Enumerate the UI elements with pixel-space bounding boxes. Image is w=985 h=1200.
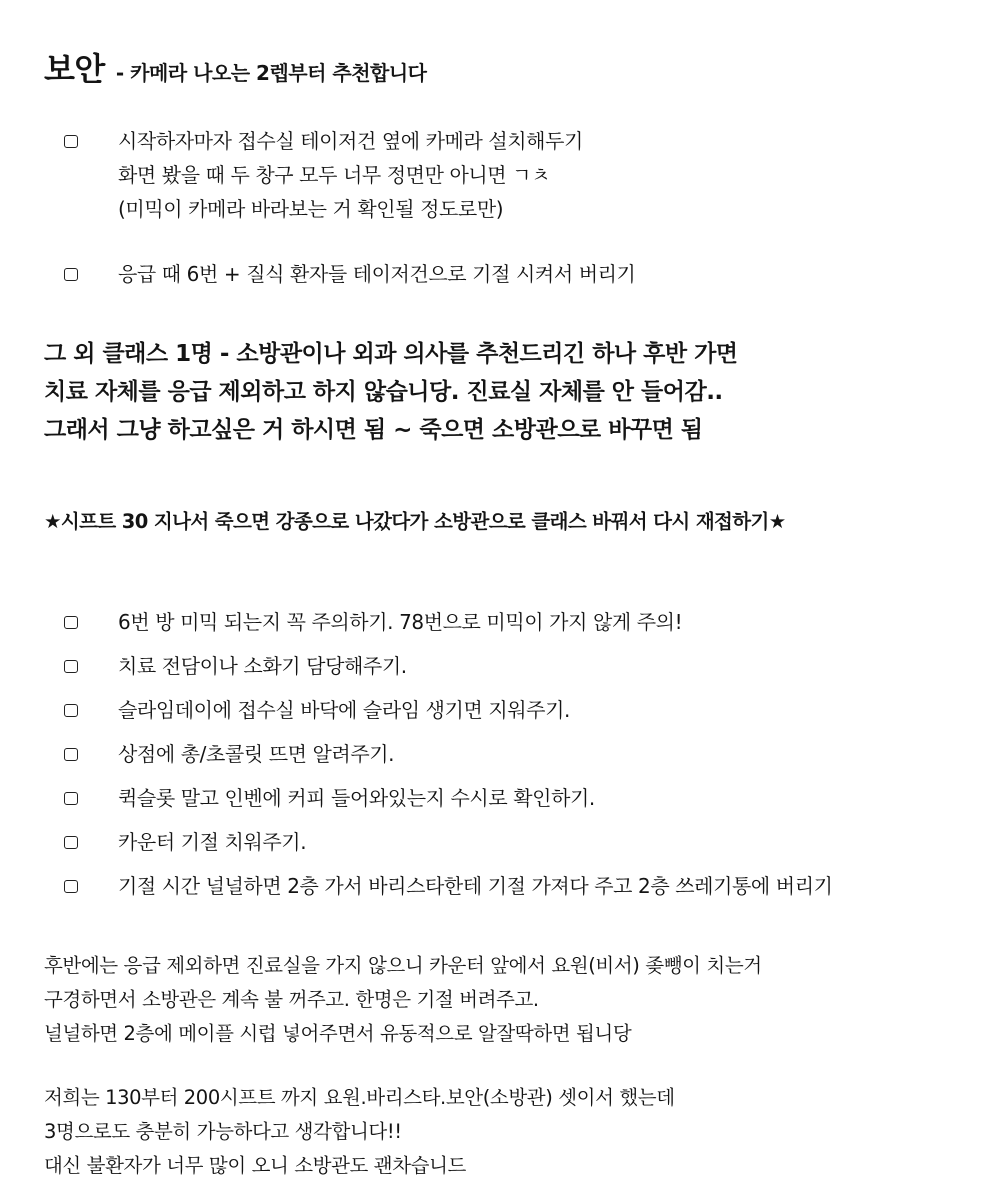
checklist-item-line: (미믹이 카메라 바라보는 거 확인될 정도로만) — [118, 197, 504, 221]
paragraph-line: 대신 불환자가 너무 많이 오니 소방관도 괜차습니드 — [44, 1154, 466, 1177]
checklist-item: 상점에 총/초콜릿 뜨면 알려주기. — [118, 742, 395, 766]
checklist-item: 6번 방 미믹 되는지 꼭 주의하기. 78번으로 미믹이 가지 않게 주의! — [118, 610, 683, 634]
paragraph-line: 널널하면 2층에 메이플 시럽 넣어주면서 유동적으로 알잘딱하면 됩니당 — [44, 1022, 632, 1045]
checkbox[interactable] — [64, 704, 78, 717]
checklist-item: 치료 전담이나 소화기 담당해주기. — [118, 654, 407, 678]
page-title — [44, 44, 427, 88]
checklist-item-line: 응급 때 6번 + 질식 환자들 테이저건으로 기절 시켜서 버리기 — [118, 262, 636, 286]
bold-paragraph-line: 그 외 클래스 1명 - 소방관이나 외과 의사를 추천드리긴 하나 후반 가면 — [44, 341, 738, 367]
paragraph-line: 저희는 130부터 200시프트 까지 요원.바리스타.보안(소방관) 셋이서 했는데 — [44, 1086, 675, 1109]
paragraph-line: 3명으로도 충분히 가능하다고 생각합니다!! — [44, 1120, 402, 1143]
checkbox[interactable] — [64, 268, 78, 281]
bold-paragraph-line: 치료 자체를 응급 제외하고 하지 않습니당. 진료실 자체를 안 들어감.. — [44, 379, 723, 405]
checkbox[interactable] — [64, 880, 78, 893]
checklist-item: 기절 시간 널널하면 2층 가서 바리스타한테 기절 가져다 주고 2층 쓰레기통에 버리기 — [118, 874, 833, 898]
checklist-item-line: 시작하자마자 접수실 테이저건 옆에 카메라 설치해두기 — [118, 129, 583, 153]
checkbox[interactable] — [64, 135, 78, 148]
checkbox[interactable] — [64, 792, 78, 805]
checkbox[interactable] — [64, 616, 78, 629]
checkbox[interactable] — [64, 660, 78, 673]
bold-paragraph-line: 그래서 그냥 하고싶은 거 하시면 됨 ~ 죽으면 소방관으로 바꾸면 됨 — [44, 417, 703, 443]
checklist-item: 카운터 기절 치워주기. — [118, 830, 307, 854]
checkbox[interactable] — [64, 748, 78, 761]
checkbox[interactable] — [64, 836, 78, 849]
paragraph-line: 구경하면서 소방관은 계속 불 꺼주고. 한명은 기절 버려주고. — [44, 988, 539, 1011]
paragraph-line: 후반에는 응급 제외하면 진료실을 가지 않으니 카운터 앞에서 요원(비서) 좆뺑이 치는거 — [44, 954, 762, 977]
checklist-item-line: 화면 봤을 때 두 창구 모두 너무 정면만 아니면 ㄱㅊ — [118, 163, 551, 187]
star-note: ★시프트 30 지나서 죽으면 강종으로 나갔다가 소방관으로 클래스 바꿔서 다시 재접하기★ — [44, 510, 786, 533]
title-subtitle: - 카메라 나오는 2렙부터 추천합니다 — [115, 61, 427, 85]
checklist-item: 슬라임데이에 접수실 바닥에 슬라임 생기면 지워주기. — [118, 698, 570, 722]
checklist-item: 퀵슬롯 말고 인벤에 커피 들어와있는지 수시로 확인하기. — [118, 786, 595, 810]
title-main: 보안 — [44, 50, 105, 88]
